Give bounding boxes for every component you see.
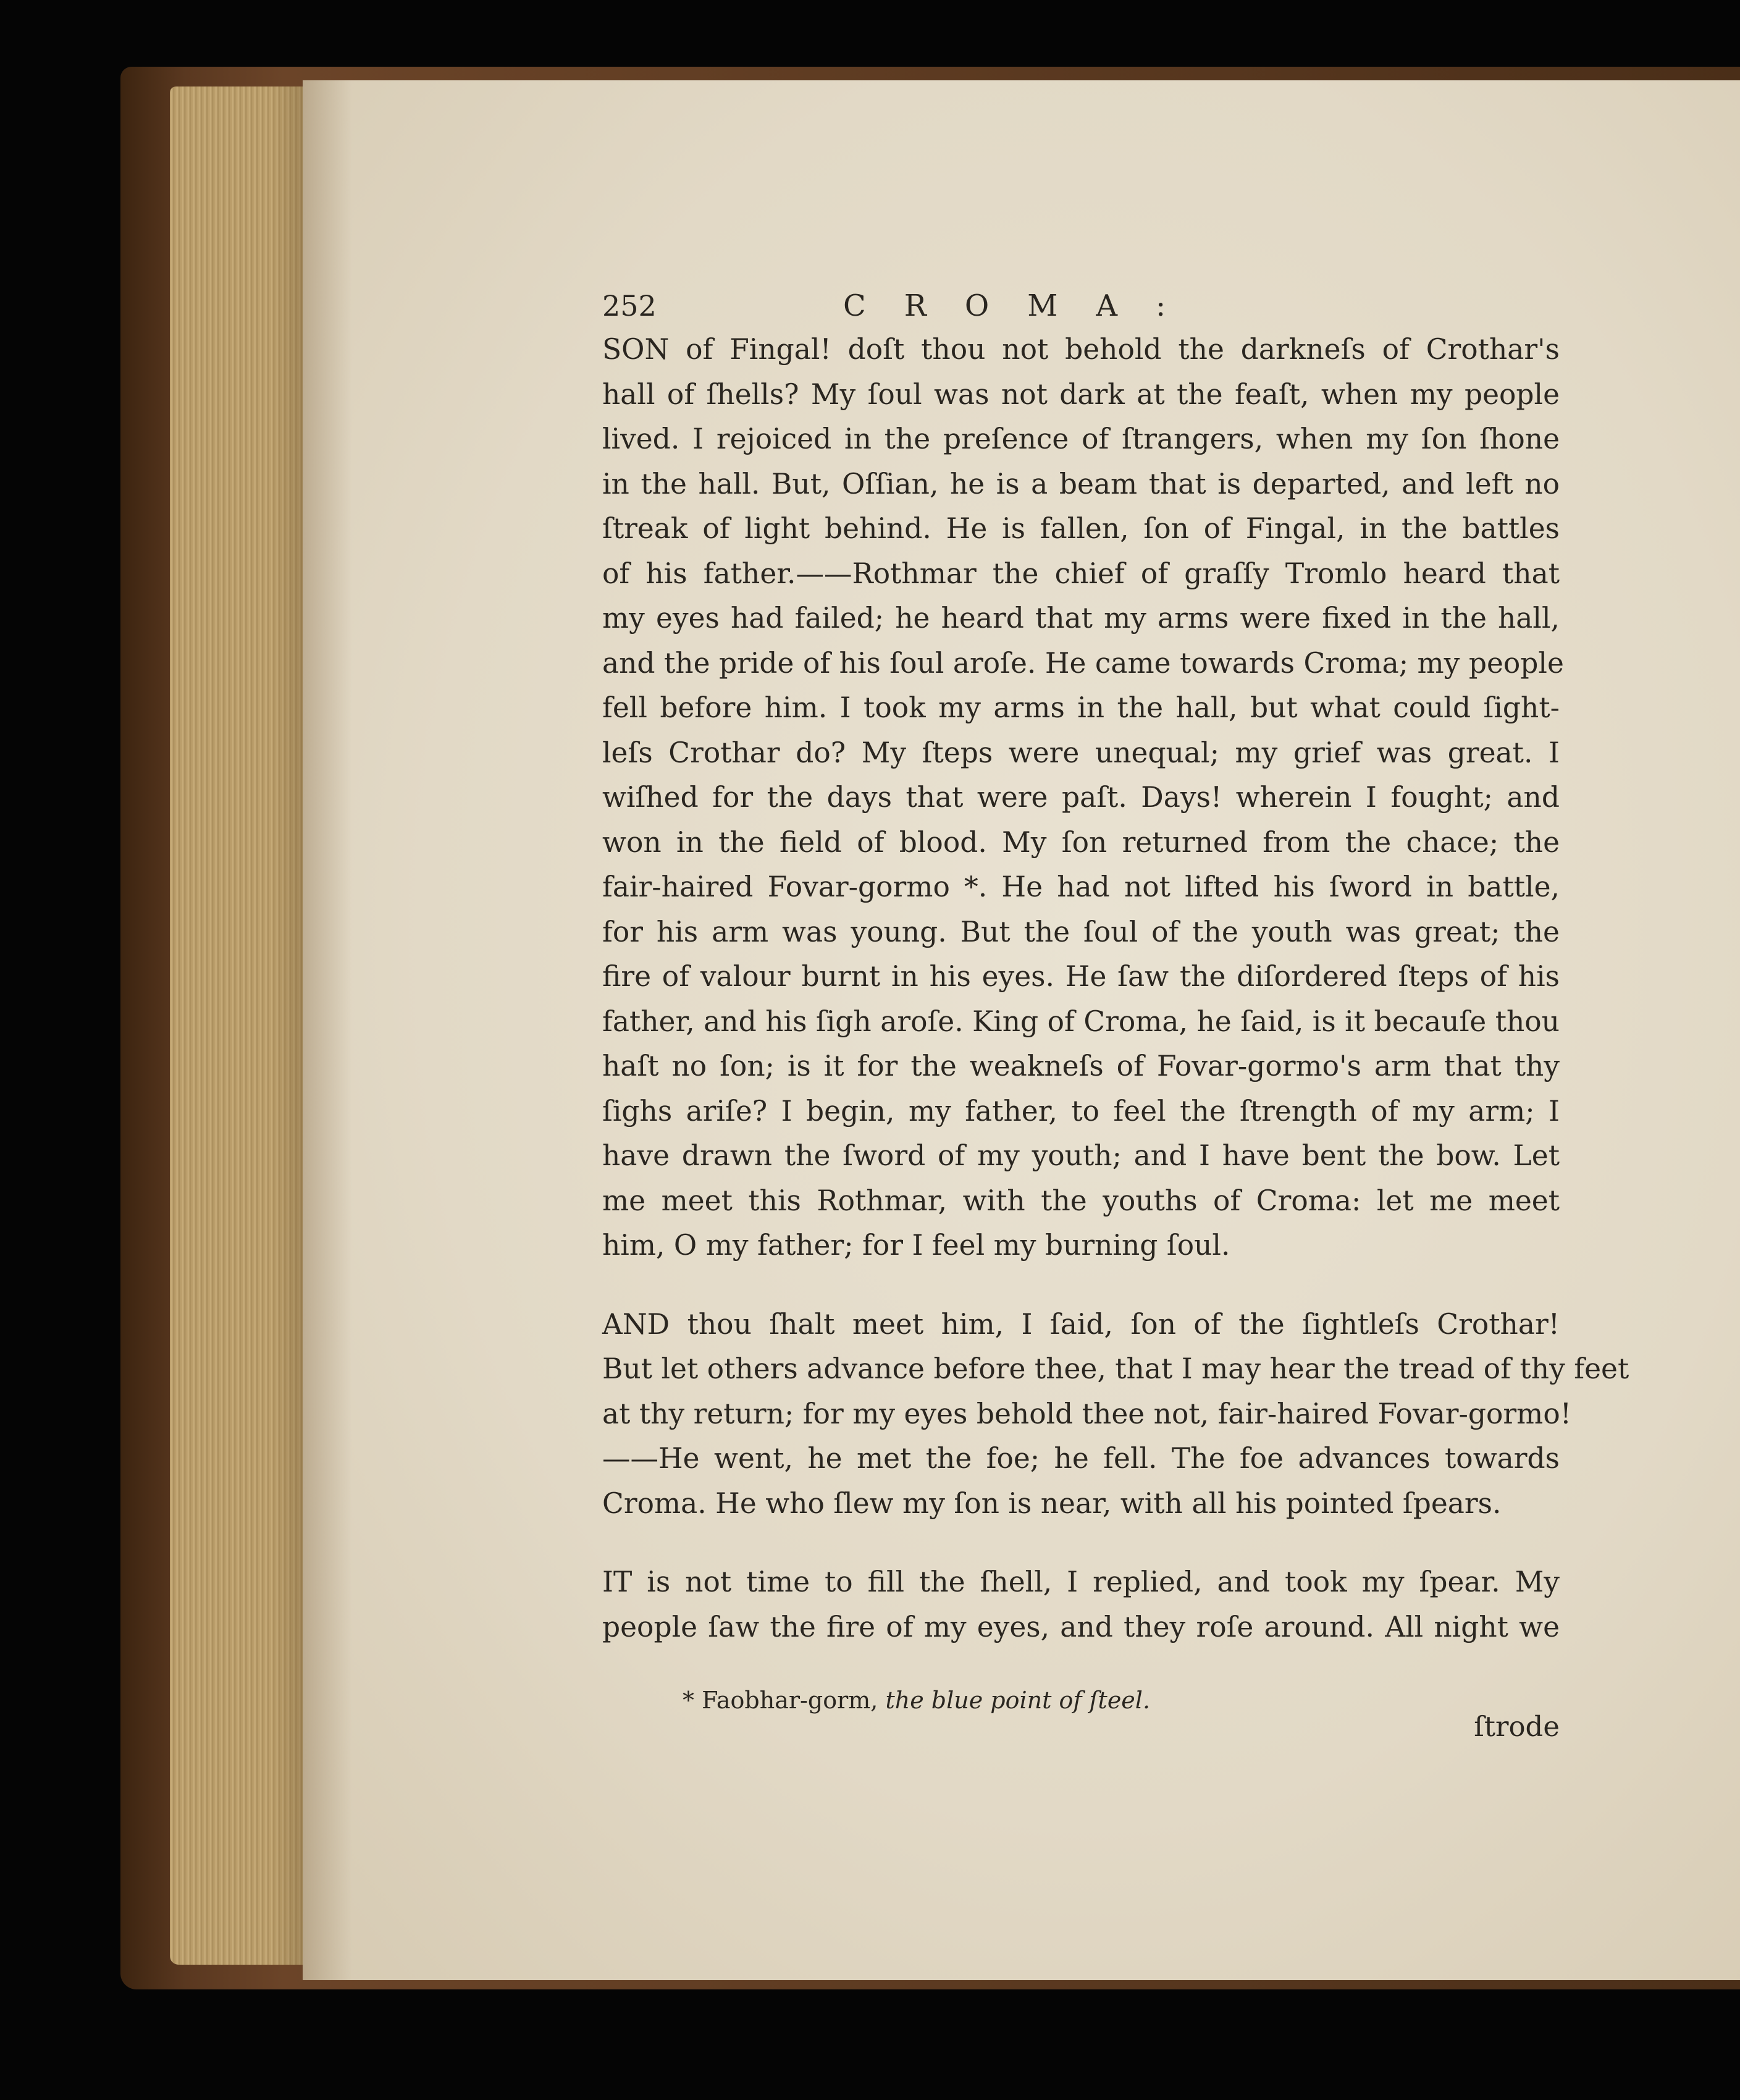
text-line: lived. I rejoiced in the preſence of ſtrangers, when my ſon ſhone: [602, 423, 1560, 455]
footnote-term: Faobhar-gorm,: [702, 1687, 878, 1714]
gutter-shadow: [303, 80, 352, 1980]
text-line: for his arm was young. But the ſoul of the youth was great; the: [602, 915, 1560, 948]
text-line: IT is not time to fill the ſhell, I replied, and took my ſpear. My: [602, 1566, 1560, 1598]
footnote: [683, 1687, 1150, 1714]
footnote-marker: *: [683, 1687, 694, 1714]
text-line: in the hall. But, Oſſian, he is a beam that is departed, and left no: [602, 467, 1560, 500]
text-line: Croma. He who ſlew my ſon is near, with all his pointed ſpears.: [602, 1486, 1502, 1520]
paragraph: [602, 1560, 1560, 1650]
text-line: him, O my father; for I feel my burning ſoul.: [602, 1229, 1230, 1262]
page-number: 252: [602, 289, 657, 323]
text-line: AND thou ſhalt meet him, I ſaid, ſon of the ſightleſs Crothar!: [602, 1307, 1560, 1341]
page-foot: [602, 1674, 1560, 1742]
text-line: fair-haired Fovar-gormo *. He had not lifted his ſword in battle,: [602, 871, 1560, 903]
text-line: ——He went, he met the foe; he fell. The foe advances towards: [602, 1442, 1560, 1475]
text-line: haſt no ſon; is it for the weakneſs of Fovar-gormo's arm that thy: [602, 1050, 1560, 1082]
text-line: fell before him. I took my arms in the hall, but what could ſight-: [602, 691, 1560, 724]
text-line: me meet this Rothmar, with the youths of Croma: let me meet: [602, 1184, 1560, 1217]
page-text: [602, 284, 1629, 1743]
text-line: people ſaw the fire of my eyes, and they roſe around. All night we: [602, 1610, 1560, 1643]
paragraph: [602, 1302, 1629, 1527]
text-line: SON of Fingal! doſt thou not behold the darkneſs of Crothar's: [602, 333, 1560, 366]
text-line: and the pride of his ſoul aroſe. He came towards Croma; my people: [602, 646, 1564, 680]
text-line: wiſhed for the days that were paſt. Days! wherein I fought; and: [602, 781, 1560, 814]
text-line: hall of ſhells? My ſoul was not dark at the feaſt, when my people: [602, 377, 1560, 411]
text-line: won in the field of blood. My ſon returned from the chace; the: [602, 825, 1560, 859]
text-line: at thy return; for my eyes behold thee not, fair-haired Fovar-gormo!: [602, 1397, 1571, 1430]
text-line: ſtreak of light behind. He is fallen, ſon of Fingal, in the battles: [602, 512, 1560, 545]
text-line: have drawn the ſword of my youth; and I have bent the bow. Let: [602, 1139, 1560, 1172]
text-line: But let others advance before thee, that I may hear the tread of thy feet: [602, 1352, 1629, 1385]
catchword: ſtrode: [1474, 1710, 1560, 1743]
text-line: of his father.——Rothmar the chief of graſſy Tromlo heard that: [602, 557, 1560, 590]
paragraph: [602, 327, 1564, 1268]
running-head: [602, 284, 1560, 327]
text-line: fire of valour burnt in his eyes. He ſaw the diſordered ſteps of his: [602, 960, 1560, 993]
footnote-gloss: the blue point of ſteel.: [885, 1687, 1151, 1714]
body-text: [602, 327, 1629, 1650]
running-head-title: CROMA:: [843, 289, 1204, 323]
text-line: father, and his ſigh aroſe. King of Croma, he ſaid, is it becauſe thou: [602, 1005, 1560, 1038]
text-line: leſs Crothar do? My ſteps were unequal; my grief was great. I: [602, 736, 1560, 769]
text-line: my eyes had failed; he heard that my arms were fixed in the hall,: [602, 602, 1560, 635]
text-line: ſighs ariſe? I begin, my father, to feel the ſtrength of my arm; I: [602, 1094, 1560, 1128]
